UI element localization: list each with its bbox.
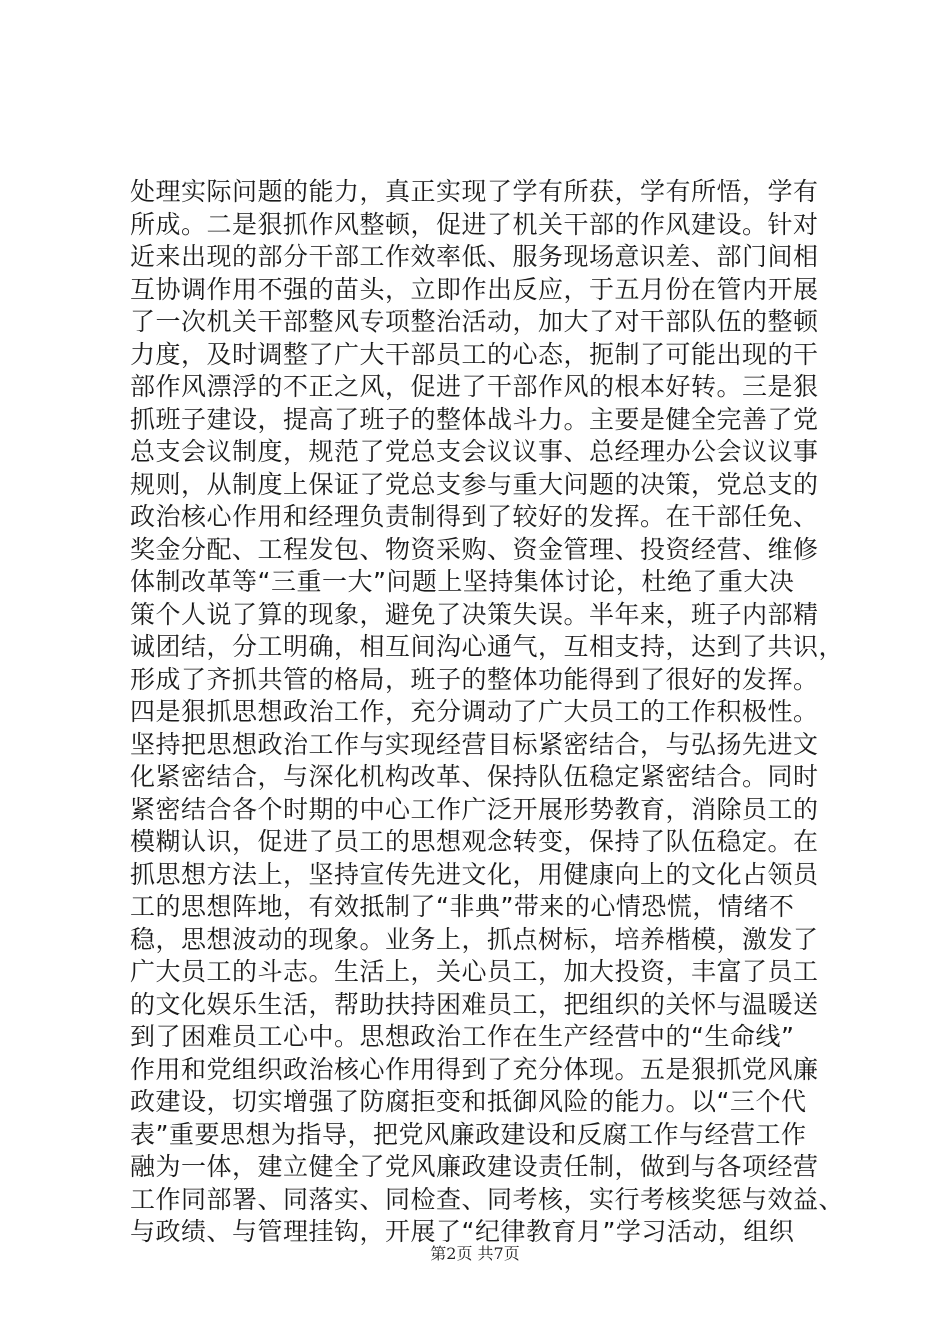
page-number-label: 第2页 共7页 [430,1244,520,1263]
text-line: 表”重要思想为指导，把党风廉政建设和反腐工作与经营工作 [130,1119,807,1149]
text-line: 政治核心作用和经理负责制得到了较好的发挥。在干部任免、 [130,502,819,531]
text-line: 所成。二是狠抓作风整顿，促进了机关干部的作风建设。针对 [130,209,819,239]
document-body [130,176,845,1249]
text-line: 紧密结合各个时期的中心工作广泛开展形势教育，消除员工的 [130,794,819,824]
text-line: 到了困难员工心中。思想政治工作在生产经营中的“生命线” [130,1022,795,1051]
text-line: 了一次机关干部整风专项整治活动，加大了对干部队伍的整顿 [130,307,819,336]
text-line: 抓班子建设，提高了班子的整体战斗力。主要是健全完善了党 [130,404,819,434]
page-footer [0,1244,950,1264]
text-line: 模糊认识，促进了员工的思想观念转变，保持了队伍稳定。在 [130,827,819,856]
text-line: 近来出现的部分干部工作效率低、服务现场意识差、部门间相 [130,242,819,271]
text-line: 作用和党组织政治核心作用得到了充分体现。五是狠抓党风廉 [130,1054,819,1084]
text-line: 总支会议制度，规范了党总支会议议事、总经理办公会议议事 [130,437,819,466]
text-line: 力度，及时调整了广大干部员工的心态，扼制了可能出现的干 [130,339,819,369]
text-line: 工作同部署、同落实、同检查、同考核，实行考核奖惩与效益、 [130,1184,845,1214]
text-line: 化紧密结合，与深化机构改革、保持队伍稳定紧密结合。同时 [130,762,819,791]
text-line: 处理实际问题的能力，真正实现了学有所获，学有所悟，学有 [130,177,819,206]
text-line: 形成了齐抓共管的格局，班子的整体功能得到了很好的发挥。 [130,664,819,694]
text-line: 的文化娱乐生活，帮助扶持困难员工，把组织的关怀与温暖送 [130,989,819,1019]
text-line: 坚持把思想政治工作与实现经营目标紧密结合，与弘扬先进文 [130,729,819,759]
text-line: 广大员工的斗志。生活上，关心员工，加大投资，丰富了员工 [130,957,819,986]
text-line: 规则，从制度上保证了党总支参与重大问题的决策，党总支的 [130,469,819,499]
text-line: 策个人说了算的现象，避免了决策失误。半年来，班子内部精 [130,599,819,629]
text-line: 政建设，切实增强了防腐拒变和抵御风险的能力。以“三个代 [130,1087,807,1116]
text-line: 诚团结，分工明确，相互间沟心通气，互相支持，达到了共识， [130,632,845,661]
text-line: 与政绩、与管理挂钩，开展了“纪律教育月”学习活动，组织 [130,1217,795,1246]
text-line: 体制改革等“三重一大”问题上坚持集体讨论，杜绝了重大决 [130,567,795,596]
text-line: 融为一体，建立健全了党风廉政建设责任制，做到与各项经营 [130,1152,819,1181]
text-line: 互协调作用不强的苗头，立即作出反应，于五月份在管内开展 [130,274,819,304]
text-line: 工的思想阵地，有效抵制了“非典”带来的心情恐慌，情绪不 [130,892,795,921]
text-line: 部作风漂浮的不正之风，促进了干部作风的根本好转。三是狠 [130,372,819,401]
text-line: 抓思想方法上，坚持宣传先进文化，用健康向上的文化占领员 [130,859,819,889]
text-line: 四是狠抓思想政治工作，充分调动了广大员工的工作积极性。 [130,697,819,726]
text-line: 奖金分配、工程发包、物资采购、资金管理、投资经营、维修 [130,534,819,564]
text-line: 稳，思想波动的现象。业务上，抓点树标，培养楷模，激发了 [130,924,819,954]
